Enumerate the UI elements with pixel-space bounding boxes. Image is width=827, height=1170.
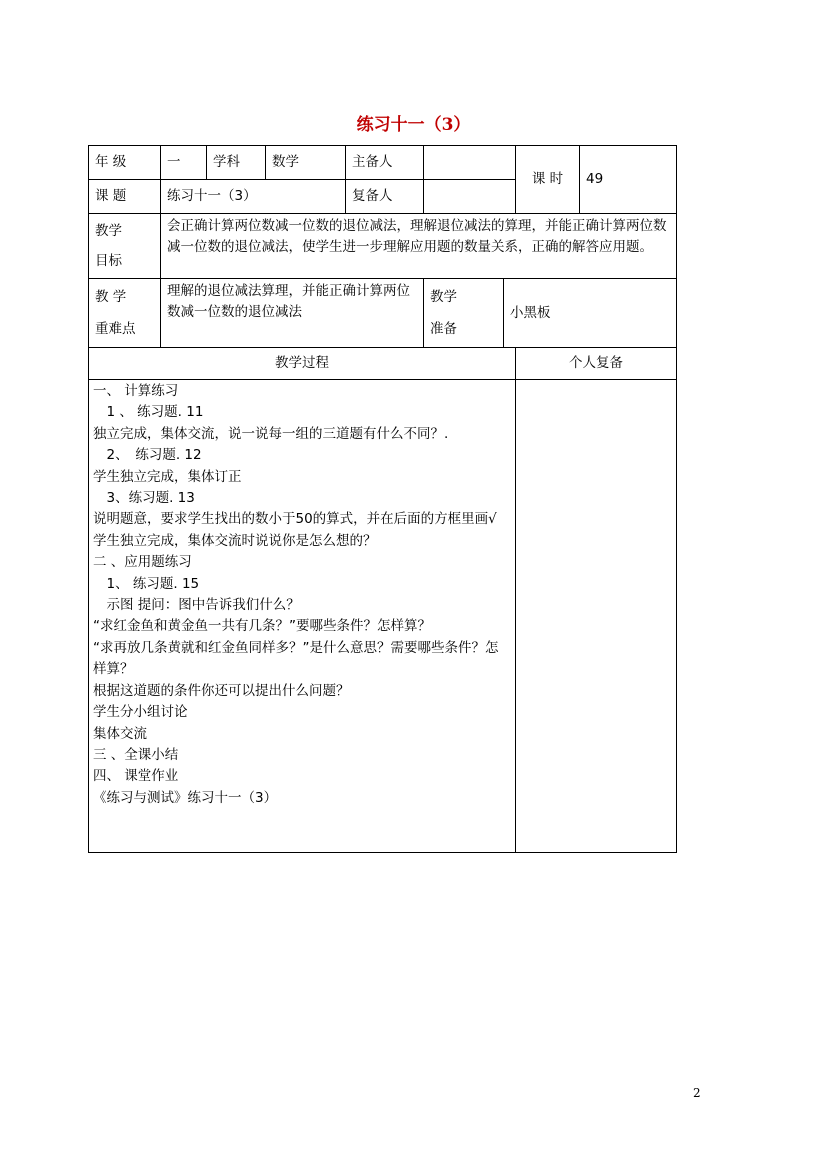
process-heading-row [89, 348, 677, 380]
process-line: 学生独立完成，集体订正 [93, 468, 242, 485]
process-line: 1 、 练习题. 11 [93, 404, 204, 421]
process-line: 根据这道题的条件你还可以提出什么问题？ [93, 682, 350, 699]
focus-row [89, 279, 677, 348]
preparer-label: 主备人 [346, 146, 424, 180]
process-body-row [89, 380, 677, 853]
grade-value: 一 [161, 146, 207, 180]
process-line: 2、 练习题. 12 [93, 447, 202, 464]
process-line: 独立完成，集体交流，说一说每一组的三道题有什么不同？. [93, 425, 449, 442]
process-line: 三 、全课小结 [93, 746, 179, 763]
focus-text: 理解的退位减法算理，并能正确计算两位数减一位数的退位减法 [161, 279, 424, 348]
process-line: 示图 提问：图中告诉我们什么？ [93, 597, 300, 614]
goals-row [89, 214, 677, 279]
prep-value: 小黑板 [504, 279, 677, 348]
topic-label: 课 题 [89, 180, 161, 214]
document-title: 练习十一（3） [356, 115, 471, 135]
goals-label-line1: 教学 [95, 223, 122, 239]
goals-text: 会正确计算两位数减一位数的退位减法，理解退位减法的算理，并能正确计算两位数减一位数的退位减法，使学生进一步理解应用题的数量关系，正确的解答应用题。 [161, 214, 677, 279]
personal-notes-heading: 个人复备 [516, 348, 677, 380]
lesson-plan-table [88, 145, 677, 853]
page-number: 2 [693, 1086, 701, 1100]
process-line: “求红金鱼和黄金鱼一共有几条？”要哪些条件？怎样算？ [93, 618, 431, 635]
goals-label-line2: 目标 [95, 253, 122, 269]
goals-label [89, 214, 161, 279]
preparer-value [424, 146, 516, 180]
focus-label-line2: 重难点 [95, 321, 136, 337]
process-line: 学生分小组讨论 [93, 704, 188, 721]
focus-label-line1: 教 学 [95, 289, 127, 305]
process-line: 说明题意，要求学生找出的数小于50的算式，并在后面的方框里画√ [93, 511, 497, 528]
personal-notes-cell [516, 380, 677, 853]
header-row-1 [89, 146, 677, 180]
process-heading: 教学过程 [89, 348, 516, 380]
process-line: 集体交流 [93, 725, 147, 742]
process-line: 二 、应用题练习 [93, 554, 192, 571]
process-line: “求再放几条黄就和红金鱼同样多？”是什么意思？需要哪些条件？怎样算？ [93, 639, 499, 678]
topic-value: 练习十一（3） [161, 180, 346, 214]
subject-value: 数学 [266, 146, 346, 180]
prep-label-line2: 准备 [430, 321, 457, 337]
prep-label-line1: 教学 [430, 289, 457, 305]
prep-label [424, 279, 504, 348]
period-label: 课 时 [516, 146, 580, 214]
process-line: 学生独立完成，集体交流时说说你是怎么想的？ [93, 532, 377, 549]
reviewer-label: 复备人 [346, 180, 424, 214]
focus-label [89, 279, 161, 348]
period-value: 49 [580, 146, 677, 214]
process-line: 1、 练习题. 15 [93, 575, 200, 592]
process-line: 四、 课堂作业 [93, 768, 179, 785]
process-line: 一、 计算练习 [93, 383, 179, 399]
process-content [89, 380, 516, 853]
reviewer-value [424, 180, 516, 214]
grade-label: 年 级 [89, 146, 161, 180]
process-line: 3、练习题. 13 [93, 490, 195, 507]
subject-label: 学科 [207, 146, 266, 180]
process-line: 《练习与测试》练习十一（3） [93, 789, 278, 806]
